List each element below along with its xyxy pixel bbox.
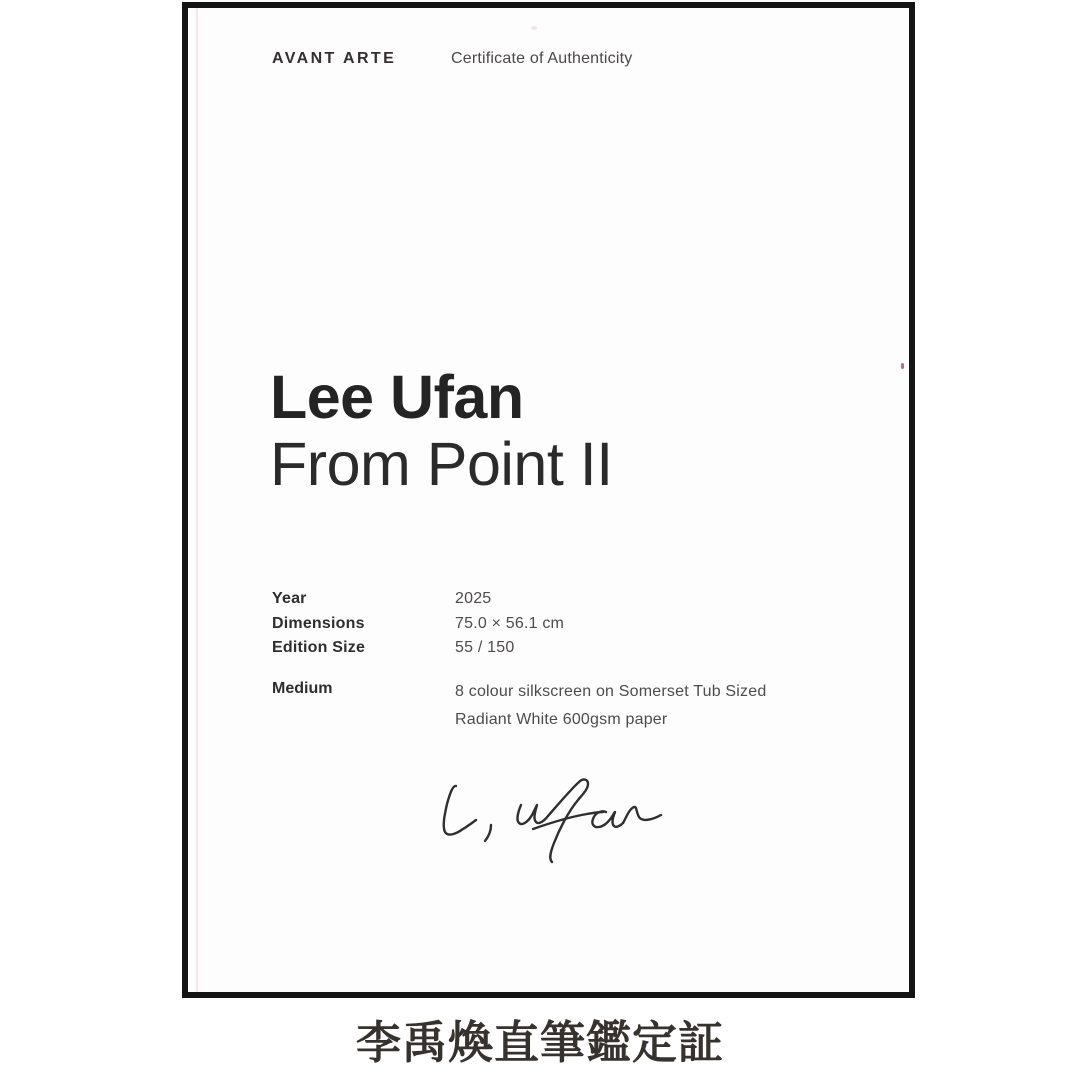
detail-value: 75.0 × 56.1 cm xyxy=(455,614,565,632)
detail-value: 2025 xyxy=(455,590,492,608)
detail-row-medium xyxy=(272,678,766,733)
artwork-title: From Point II xyxy=(270,430,613,498)
detail-label: Dimensions xyxy=(272,614,365,632)
detail-row-dimensions xyxy=(272,612,564,637)
detail-row-edition-size xyxy=(272,636,564,661)
detail-value: 55 / 150 xyxy=(455,639,515,657)
artist-name: Lee Ufan xyxy=(270,363,524,431)
scan-artifact-speck xyxy=(901,363,904,369)
details-table xyxy=(272,587,564,661)
detail-label: Year xyxy=(272,590,307,608)
certificate-sheet xyxy=(182,2,915,998)
medium-line-2: Radiant White 600gsm paper xyxy=(455,710,668,728)
detail-label: Edition Size xyxy=(272,639,366,657)
brand-logo-text: AVANT ARTE xyxy=(272,50,397,67)
detail-value xyxy=(455,678,766,733)
scan-artifact-smudge xyxy=(531,26,537,30)
medium-line-1: 8 colour silkscreen on Somerset Tub Sized xyxy=(455,683,767,700)
japanese-caption: 李禹煥直筆鑑定証 xyxy=(355,1018,724,1068)
title-block xyxy=(270,364,613,498)
scan-artifact-line xyxy=(196,8,198,992)
detail-row-year xyxy=(272,587,564,612)
detail-label: Medium xyxy=(272,680,333,697)
artist-signature-ink xyxy=(438,776,678,866)
document-type-label: Certificate of Authenticity xyxy=(451,50,633,67)
